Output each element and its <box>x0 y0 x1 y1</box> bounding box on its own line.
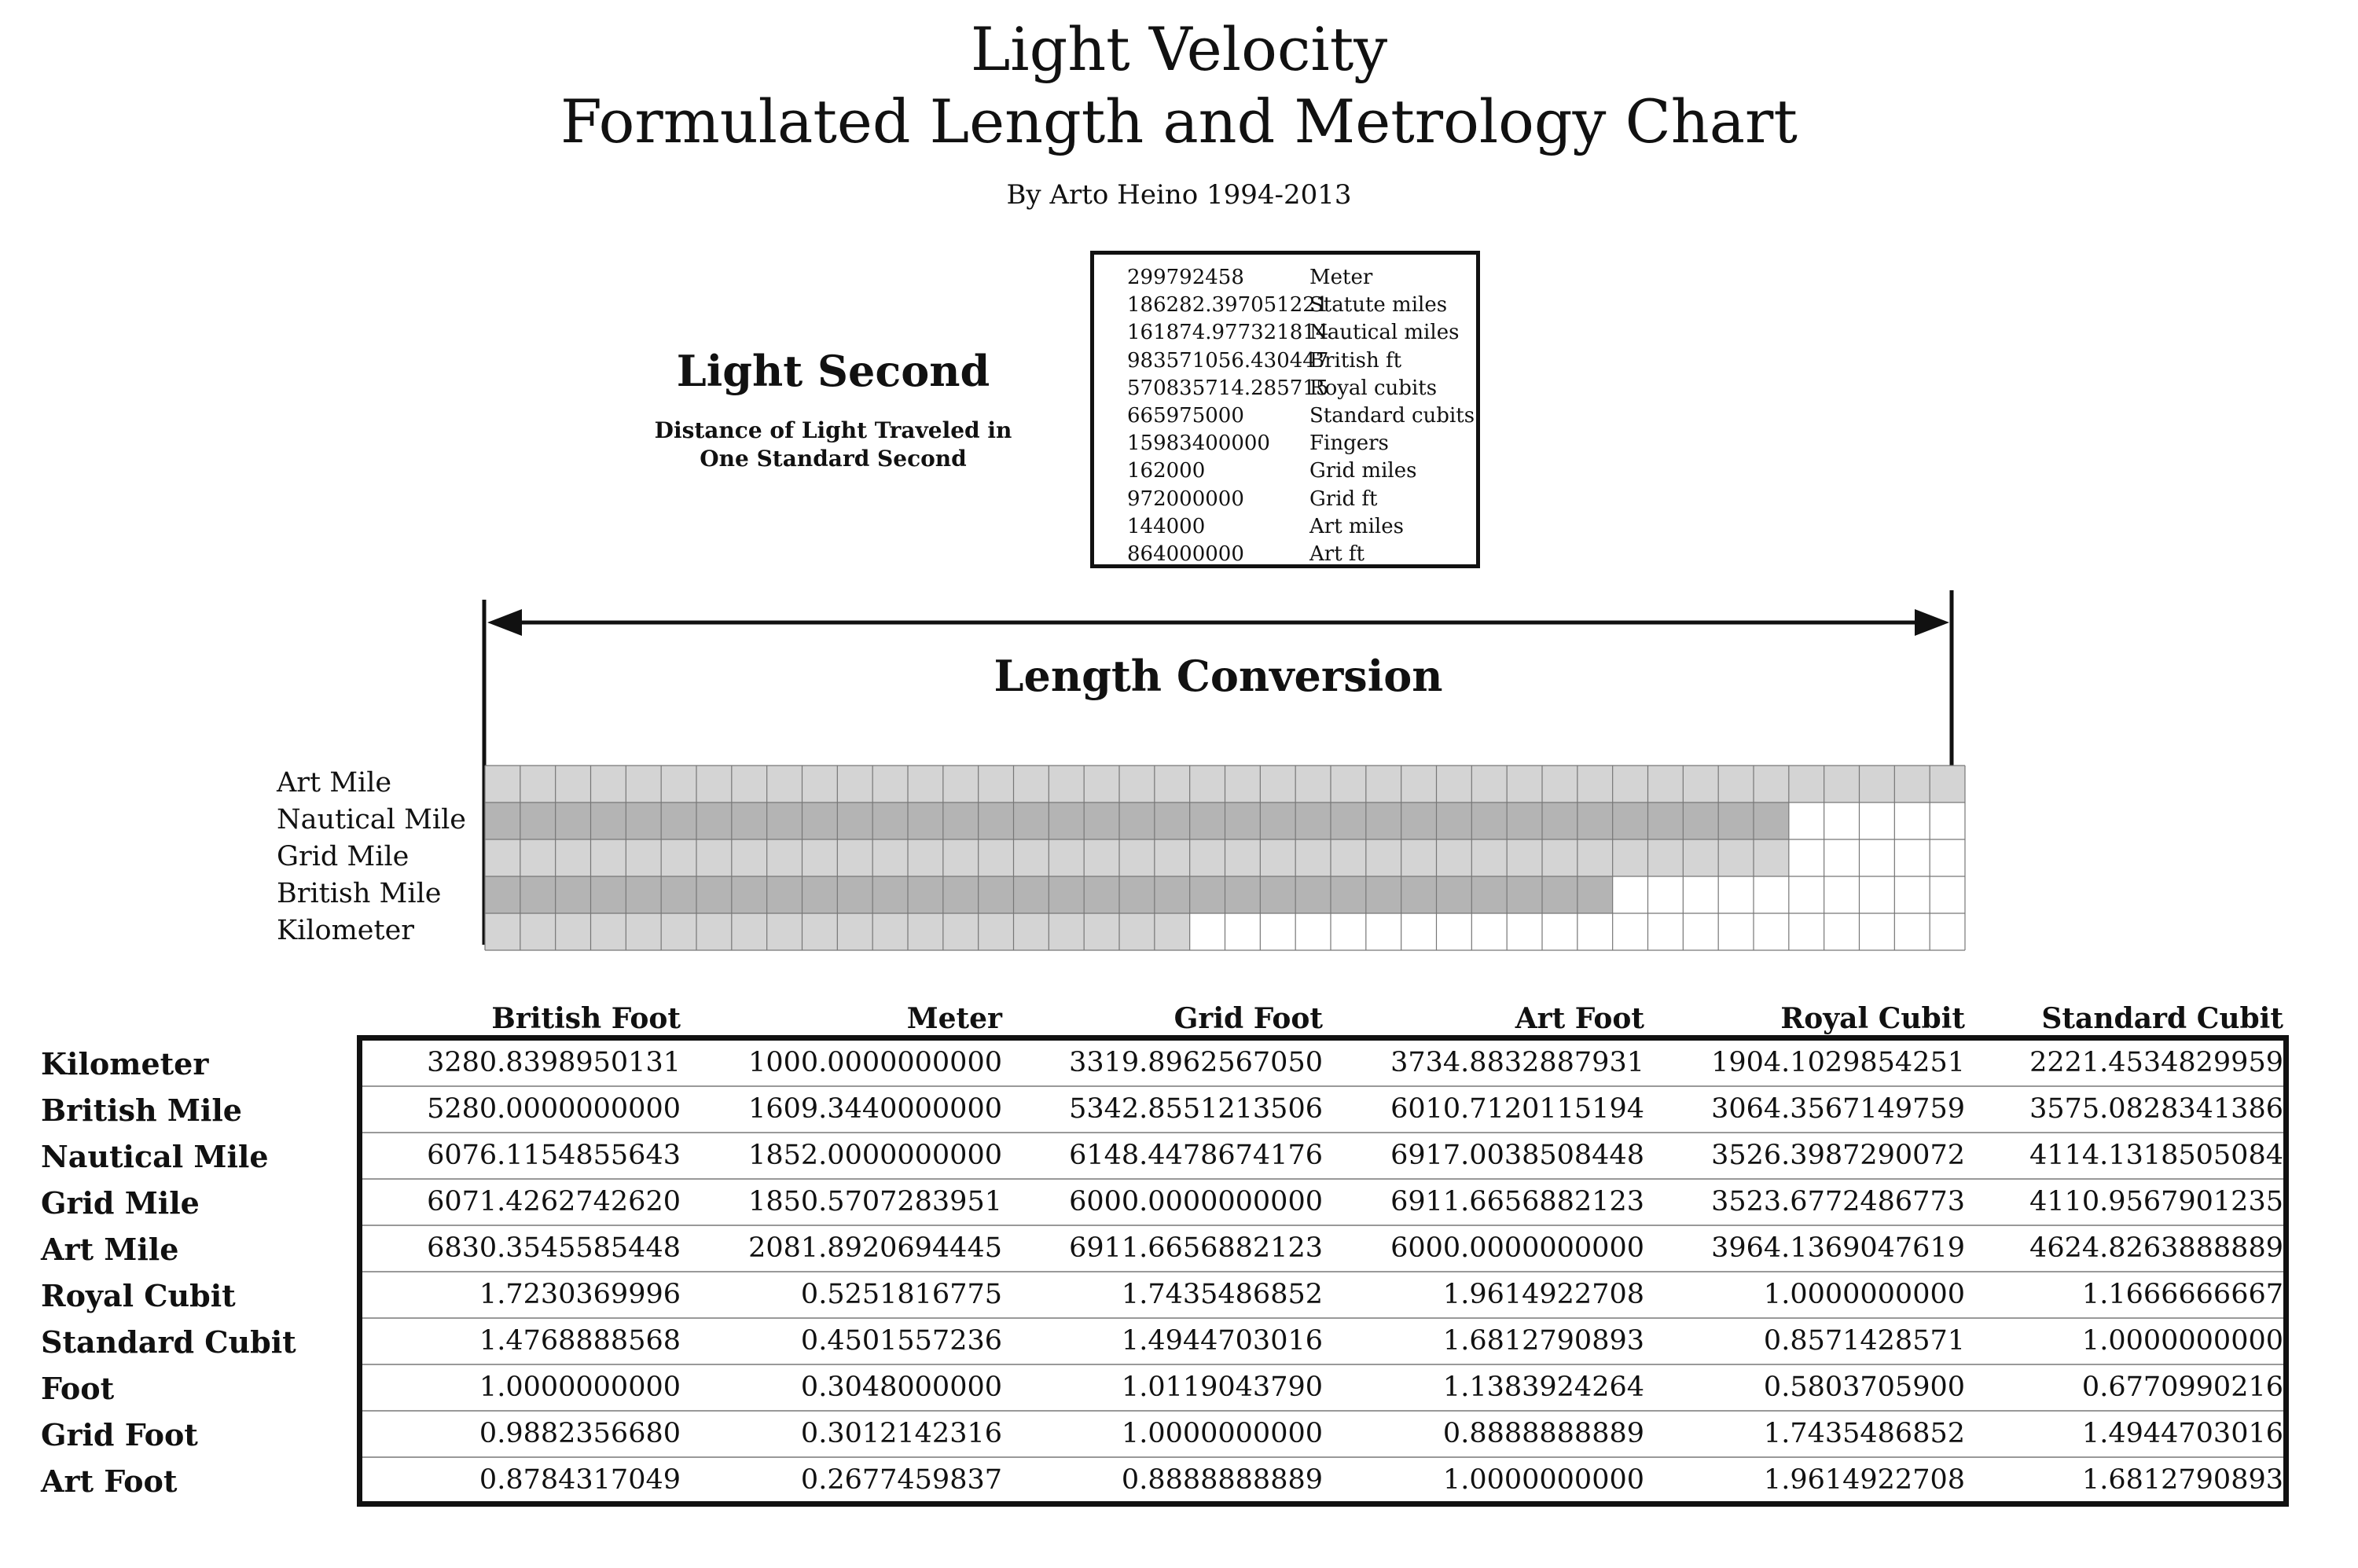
table-row-label: Grid Foot <box>41 1417 198 1452</box>
table-cell: 0.3048000000 <box>800 1372 1002 1403</box>
table-cell: 1.1666666667 <box>2081 1279 2283 1310</box>
table-cell: 6830.3545585448 <box>427 1232 681 1264</box>
table-cell: 4110.9567901235 <box>2029 1186 2283 1217</box>
table-cell: 0.4501557236 <box>800 1325 1002 1357</box>
table-cell: 0.3012142316 <box>800 1418 1002 1449</box>
table-cell: 6010.7120115194 <box>1390 1093 1644 1125</box>
table-row <box>362 1412 2283 1458</box>
table-cell: 1.0000000000 <box>1121 1418 1323 1449</box>
table-cell: 0.2677459837 <box>800 1464 1002 1496</box>
table-cell: 1850.5707283951 <box>748 1186 1002 1217</box>
light-second-value: 665975000 <box>1127 404 1244 428</box>
table-cell: 0.6770990216 <box>2081 1372 2283 1403</box>
table-cell: 1852.0000000000 <box>748 1140 1002 1171</box>
table-cell: 6000.0000000000 <box>1069 1186 1323 1217</box>
length-conversion-title: Length Conversion <box>994 651 1443 701</box>
table-row-label: Standard Cubit <box>41 1324 296 1360</box>
table-cell: 3280.8398950131 <box>427 1047 681 1078</box>
bar-label: Grid Mile <box>277 841 410 872</box>
table-cell: 1609.3440000000 <box>748 1093 1002 1125</box>
light-second-unit: Art miles <box>1309 514 1404 538</box>
table-cell: 1.0000000000 <box>2081 1325 2283 1357</box>
table-cell: 3734.8832887931 <box>1390 1047 1644 1078</box>
table-cell: 3964.1369047619 <box>1711 1232 1965 1264</box>
light-second-value: 983571056.430447 <box>1127 348 1329 373</box>
table-row <box>362 1365 2283 1412</box>
light-second-unit: Meter <box>1309 266 1373 289</box>
light-second-unit: Grid miles <box>1309 459 1417 483</box>
table-cell: 6911.6656882123 <box>1069 1232 1323 1264</box>
light-second-unit: Art ft <box>1309 542 1364 566</box>
column-header: Meter <box>906 1002 1002 1035</box>
table-cell: 1.1383924264 <box>1442 1372 1644 1403</box>
column-header: Standard Cubit <box>2041 1002 2283 1035</box>
table-cell: 1.9614922708 <box>1763 1464 1965 1496</box>
table-cell: 6148.4478674176 <box>1069 1140 1323 1171</box>
table-row-label: Art Mile <box>41 1232 179 1267</box>
table-cell: 1.4944703016 <box>1121 1325 1323 1357</box>
column-header: Art Foot <box>1515 1002 1644 1035</box>
table-cell: 5280.0000000000 <box>427 1093 681 1125</box>
light-second-unit: Royal cubits <box>1309 376 1438 400</box>
bar-label: Kilometer <box>277 915 415 946</box>
table-cell: 1.6812790893 <box>2081 1464 2283 1496</box>
light-second-value: 15983400000 <box>1127 431 1270 456</box>
light-second-value: 570835714.285715 <box>1127 376 1329 400</box>
bar-label: British Mile <box>277 878 442 909</box>
table-row-label: Royal Cubit <box>41 1278 236 1313</box>
light-second-value: 299792458 <box>1127 266 1244 289</box>
table-cell: 1.0119043790 <box>1121 1372 1323 1403</box>
table-cell: 5342.8551213506 <box>1069 1093 1323 1125</box>
table-cell: 6071.4262742620 <box>427 1186 681 1217</box>
light-second-value: 864000000 <box>1127 542 1244 566</box>
bar-label: Nautical Mile <box>277 804 467 835</box>
table-cell: 0.5251816775 <box>800 1279 1002 1310</box>
table-cell: 1.4944703016 <box>2081 1418 2283 1449</box>
table-cell: 1.9614922708 <box>1442 1279 1644 1310</box>
light-second-desc-line1: Distance of Light Traveled in <box>654 417 1012 443</box>
light-second-value: 162000 <box>1127 459 1206 483</box>
conversion-table <box>357 1035 2289 1507</box>
table-cell: 2221.4534829959 <box>2029 1047 2283 1078</box>
table-row <box>362 1272 2283 1319</box>
table-cell: 0.8784317049 <box>479 1464 681 1496</box>
table-cell: 1904.1029854251 <box>1711 1047 1965 1078</box>
table-row-label: Grid Mile <box>41 1185 200 1221</box>
table-cell: 4624.8263888889 <box>2029 1232 2283 1264</box>
table-cell: 4114.1318505084 <box>2029 1140 2283 1171</box>
table-cell: 0.8888888889 <box>1121 1464 1323 1496</box>
table-cell: 1.0000000000 <box>479 1372 681 1403</box>
light-second-value: 144000 <box>1127 514 1206 538</box>
table-row <box>362 1226 2283 1272</box>
table-cell: 1.6812790893 <box>1442 1325 1644 1357</box>
table-row-label: Kilometer <box>41 1046 209 1081</box>
table-cell: 6076.1154855643 <box>427 1140 681 1171</box>
table-row <box>362 1458 2283 1504</box>
table-row-label: Art Foot <box>41 1463 178 1499</box>
table-cell: 6000.0000000000 <box>1390 1232 1644 1264</box>
column-header: Grid Foot <box>1173 1002 1323 1035</box>
light-second-title: Light Second <box>676 346 990 396</box>
table-cell: 1.7435486852 <box>1121 1279 1323 1310</box>
table-cell: 1000.0000000000 <box>748 1047 1002 1078</box>
light-second-unit: Fingers <box>1309 431 1389 456</box>
table-cell: 1.7230369996 <box>479 1279 681 1310</box>
table-row <box>362 1180 2283 1226</box>
light-second-unit: Grid ft <box>1309 487 1378 511</box>
table-cell: 3575.0828341386 <box>2029 1093 2283 1125</box>
column-header: British Foot <box>491 1002 681 1035</box>
table-row <box>362 1319 2283 1365</box>
table-row <box>362 1133 2283 1180</box>
table-row <box>362 1087 2283 1133</box>
table-cell: 0.8888888889 <box>1442 1418 1644 1449</box>
table-cell: 1.4768888568 <box>479 1325 681 1357</box>
light-second-value: 186282.397051221 <box>1127 293 1329 318</box>
light-second-value: 161874.977321814 <box>1127 321 1329 345</box>
table-cell: 2081.8920694445 <box>748 1232 1002 1264</box>
table-cell: 3523.6772486773 <box>1711 1186 1965 1217</box>
table-row-label: Nautical Mile <box>41 1139 269 1174</box>
table-cell: 3526.3987290072 <box>1711 1140 1965 1171</box>
table-cell: 6911.6656882123 <box>1390 1186 1644 1217</box>
table-cell: 0.8571428571 <box>1763 1325 1965 1357</box>
table-cell: 0.5803705900 <box>1763 1372 1965 1403</box>
light-second-unit: Standard cubits <box>1309 404 1475 428</box>
bar-grid-mile <box>485 839 1789 876</box>
bar-nautical-mile <box>485 802 1789 839</box>
chart-title-line2: Formulated Length and Metrology Chart <box>560 86 1798 156</box>
table-row-label: British Mile <box>41 1092 242 1128</box>
bar-label: Art Mile <box>277 767 392 799</box>
light-second-unit: British ft <box>1309 348 1402 373</box>
light-second-unit: Nautical miles <box>1309 321 1460 345</box>
light-second-desc-line2: One Standard Second <box>700 446 967 472</box>
byline: By Arto Heino 1994-2013 <box>1006 179 1352 211</box>
chart-title-line1: Light Velocity <box>970 14 1388 84</box>
light-second-unit: Statute miles <box>1309 293 1448 318</box>
table-cell: 1.0000000000 <box>1442 1464 1644 1496</box>
table-cell: 3319.8962567050 <box>1069 1047 1323 1078</box>
table-cell: 1.7435486852 <box>1763 1418 1965 1449</box>
column-header: Royal Cubit <box>1780 1002 1965 1035</box>
light-second-value: 972000000 <box>1127 487 1244 511</box>
table-row <box>362 1041 2283 1087</box>
table-cell: 6917.0038508448 <box>1390 1140 1644 1171</box>
table-cell: 0.9882356680 <box>479 1418 681 1449</box>
table-cell: 1.0000000000 <box>1763 1279 1965 1310</box>
table-cell: 3064.3567149759 <box>1711 1093 1965 1125</box>
table-row-label: Foot <box>41 1371 115 1406</box>
